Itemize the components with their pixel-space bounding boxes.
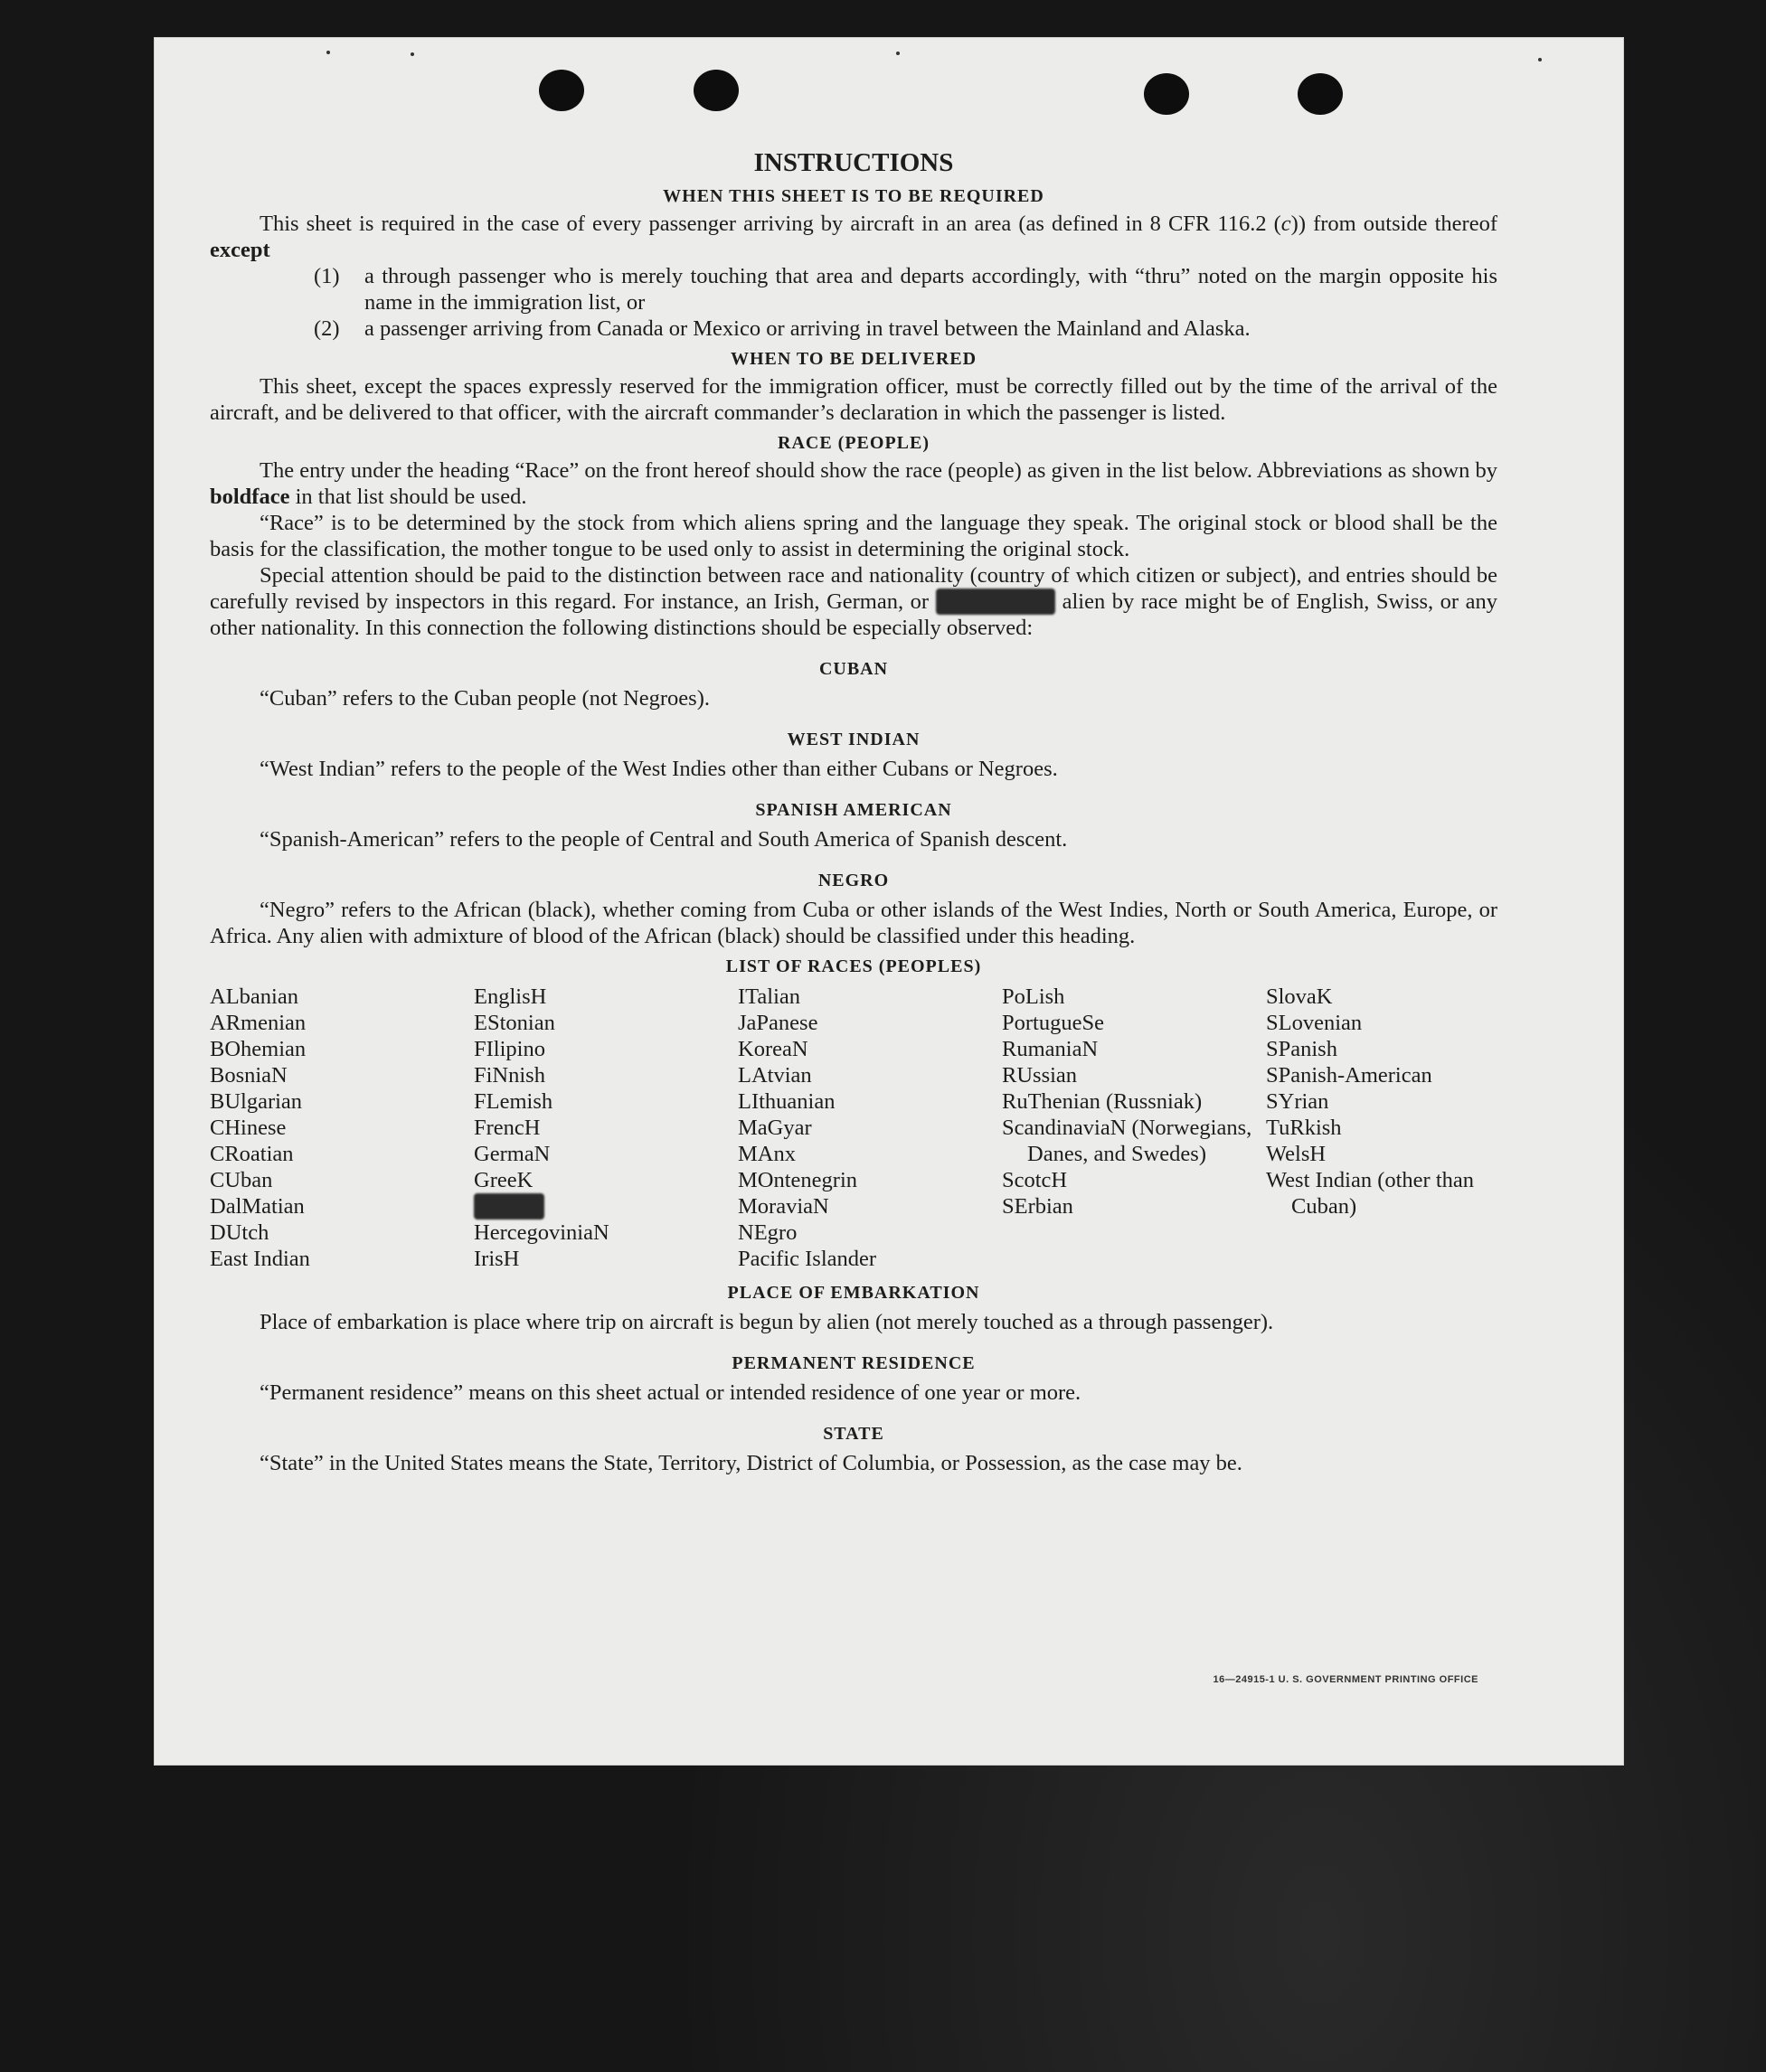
race-entry: ScandinaviaN (Norwegians, Danes, and Swedes): [1002, 1116, 1252, 1166]
race-entry: KoreaN: [738, 1037, 808, 1061]
race-entry: DUtch: [210, 1220, 269, 1245]
embarkation-text: Place of embarkation is place where trip on aircraft is begun by alien (not merely touched as a through passenger).: [260, 1310, 1274, 1334]
race-entry: SLovenian: [1266, 1011, 1363, 1035]
race-entry: EStonian: [474, 1011, 555, 1035]
race-entry: CUban: [210, 1168, 273, 1192]
redacted-word: [474, 1193, 544, 1220]
race-p3-text-b: alien by race might be of English, Swiss, or any other nationality. In this connection the following distinctions should be especially observed:: [210, 589, 1497, 640]
race-entry: TuRkish: [1266, 1116, 1342, 1140]
race-entry: West Indian (other than Cuban): [1266, 1168, 1475, 1219]
intro-text-c: c: [1280, 212, 1291, 236]
scan-speck: [1538, 58, 1542, 61]
race-paragraph-1: [210, 457, 1497, 510]
race-entry: WelsH: [1266, 1142, 1327, 1166]
race-entry: DalMatian: [210, 1194, 305, 1219]
permanent-residence-text: “Permanent residence” means on this sheet actual or intended residence of one year or more.: [260, 1380, 1081, 1405]
races-column: [1266, 984, 1501, 1272]
races-list: [210, 984, 1497, 1272]
races-column: [474, 984, 738, 1272]
race-entry: MOntenegrin: [738, 1168, 857, 1192]
races-column: [738, 984, 1002, 1272]
cuban-text: “Cuban” refers to the Cuban people (not Negroes).: [260, 686, 710, 711]
scan-speck: [896, 52, 900, 55]
negro-text: “Negro” refers to the African (black), whether coming from Cuba or other islands of the West Indies, North or South America, Europe, or Africa. Any alien with admixture of blood of the African (black) should be classified under this heading.: [210, 898, 1497, 948]
punch-hole: [694, 70, 739, 111]
race-entry: NEgro: [738, 1220, 798, 1245]
race-entry: PortugueSe: [1002, 1011, 1104, 1035]
race-entry: Pacific Islander: [738, 1247, 877, 1271]
instructions-body: [210, 146, 1497, 1476]
race-entry: BosniaN: [210, 1063, 288, 1088]
heading-when-delivered: WHEN TO BE DELIVERED: [730, 349, 977, 369]
race-entry: IrisH: [474, 1247, 520, 1271]
race-p1-bold: boldface: [210, 485, 290, 509]
west-indian-text: “West Indian” refers to the people of the West Indies other than either Cubans or Negroes.: [260, 757, 1058, 781]
race-entry: CRoatian: [210, 1142, 294, 1166]
exception-number: (2): [314, 316, 340, 341]
race-entry: FiNnish: [474, 1063, 545, 1088]
race-entry: BOhemian: [210, 1037, 307, 1061]
race-entry: East Indian: [210, 1247, 310, 1271]
exception-text: a passenger arriving from Canada or Mexico or arriving in travel between the Mainland and Alaska.: [364, 316, 1251, 341]
race-entry: RUssian: [1002, 1063, 1078, 1088]
heading-list-of-races: LIST OF RACES (PEOPLES): [725, 956, 982, 976]
race-entry: FIlipino: [474, 1037, 545, 1061]
when-required-intro: [210, 211, 1497, 263]
race-entry: SlovaK: [1266, 984, 1333, 1009]
race-entry: JaPanese: [738, 1011, 818, 1035]
races-column: [1002, 984, 1266, 1272]
spanish-american-text: “Spanish-American” refers to the people of Central and South America of Spanish descent.: [260, 827, 1068, 852]
race-entry: RuThenian (Russniak): [1002, 1089, 1203, 1114]
heading-negro: NEGRO: [817, 871, 890, 890]
race-entry: ARmenian: [210, 1011, 307, 1035]
printer-imprint: 16—24915-1 U. S. GOVERNMENT PRINTING OFFICE: [1213, 1674, 1478, 1685]
scan-speck: [411, 52, 414, 56]
race-entry: HercegoviniaN: [474, 1220, 609, 1245]
race-entry: LIthuanian: [738, 1089, 836, 1114]
punch-hole: [1144, 73, 1189, 115]
race-entry: FLemish: [474, 1089, 553, 1114]
race-entry: ScotcH: [1002, 1168, 1068, 1192]
document-page: [155, 38, 1623, 1765]
heading-west-indian: WEST INDIAN: [787, 730, 921, 749]
race-entry: ITalian: [738, 984, 801, 1009]
heading-embarkation: PLACE OF EMBARKATION: [727, 1283, 980, 1303]
intro-text-b: )) from outside thereof: [1290, 212, 1497, 236]
race-entry: PoLish: [1002, 984, 1065, 1009]
exception-number: (1): [314, 264, 340, 288]
scan-speck: [326, 51, 330, 54]
race-p1-text-b: in that list should be used.: [289, 485, 527, 509]
race-paragraph-2: “Race” is to be determined by the stock from which aliens spring and the language they speak. The original stock or blood shall be the basis for the classification, the mother tongue to be used only to assist in determining the original stock.: [210, 511, 1497, 561]
race-entry: SErbian: [1002, 1194, 1073, 1219]
race-entry: BUlgarian: [210, 1089, 303, 1114]
race-p1-text-a: The entry under the heading “Race” on the front hereof should show the race (people) as given in the list below. Abbreviations as shown by: [260, 458, 1497, 483]
state-text: “State” in the United States means the State, Territory, District of Columbia, or Possession, as the case may be.: [260, 1451, 1242, 1475]
race-entry: ALbanian: [210, 984, 298, 1009]
page-title: INSTRUCTIONS: [753, 148, 954, 177]
race-entry: GermaN: [474, 1142, 551, 1166]
heading-when-required: WHEN THIS SHEET IS TO BE REQUIRED: [663, 186, 1044, 206]
heading-state: STATE: [823, 1424, 884, 1444]
race-entry: CHinese: [210, 1116, 287, 1140]
race-entry: MaGyar: [738, 1116, 812, 1140]
punch-hole: [539, 70, 584, 111]
race-entry: LAtvian: [738, 1063, 812, 1088]
race-paragraph-3: [210, 562, 1497, 641]
intro-except: except: [210, 238, 270, 262]
race-entry: MAnx: [738, 1142, 796, 1166]
exception-text: a through passenger who is merely touching that area and departs accordingly, with “thru” noted on the margin opposite his name in the immigration list, or: [364, 264, 1497, 315]
exception-item: [314, 263, 1497, 316]
race-entry: EnglisH: [474, 984, 547, 1009]
race-entry: GreeK: [474, 1168, 534, 1192]
races-column: [210, 984, 474, 1272]
race-entry: SPanish-American: [1266, 1063, 1432, 1088]
punch-hole: [1298, 73, 1343, 115]
exception-item: [314, 316, 1497, 342]
race-entry: SPanish: [1266, 1037, 1337, 1061]
race-p3-text-a: Special attention should be paid to the distinction between race and nationality (country of which citizen or subject), and entries should be carefully revised by inspectors in this regard. For instance, an Irish, German, or: [210, 563, 1497, 614]
when-delivered-text: This sheet, except the spaces expressly reserved for the immigration officer, must be correctly filled out by the time of the arrival of the aircraft, and be delivered to that officer, with the aircraft commander’s declaration in which the passenger is listed.: [210, 374, 1497, 425]
intro-text-a: This sheet is required in the case of every passenger arriving by aircraft in an area (as defined in 8 CFR 116.2 (: [260, 212, 1281, 236]
race-entry: MoraviaN: [738, 1194, 829, 1219]
race-entry: [474, 1193, 738, 1220]
heading-spanish-american: SPANISH AMERICAN: [755, 800, 952, 820]
heading-race: RACE (PEOPLE): [778, 433, 930, 453]
race-entry: SYrian: [1266, 1089, 1329, 1114]
heading-permanent-residence: PERMANENT RESIDENCE: [732, 1353, 976, 1373]
redacted-word: [936, 589, 1056, 615]
race-entry: FrencH: [474, 1116, 541, 1140]
race-entry: RumaniaN: [1002, 1037, 1099, 1061]
heading-cuban: CUBAN: [818, 659, 889, 679]
